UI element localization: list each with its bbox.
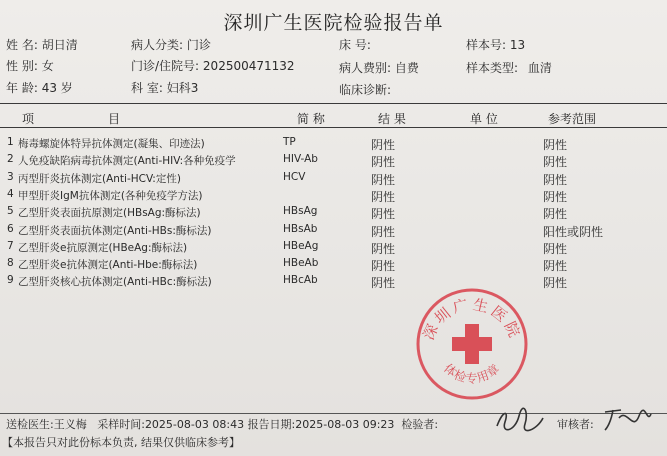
table-row (0, 188, 667, 205)
row-number: 2 (7, 153, 14, 166)
col-header-item2: 目 (108, 112, 121, 126)
footer-rule (0, 413, 667, 414)
age-field (6, 79, 73, 96)
outpatient-no-value: 202500471132 (202, 59, 295, 73)
dept-value: 妇科3 (166, 81, 199, 95)
col-header-ref: 参考范围 (548, 112, 597, 126)
outpatient-no-field (131, 57, 295, 74)
col-header-abbr: 简 称 (297, 112, 325, 126)
test-result: 阴性 (371, 241, 396, 256)
reference-range: 阴性 (543, 207, 568, 222)
test-abbr: HBeAg (283, 239, 319, 252)
row-number: 3 (7, 170, 14, 183)
name-label: 姓 名: (6, 38, 38, 52)
reviewer-signature (603, 404, 653, 434)
report-value: 2025-08-03 09:23 (295, 418, 395, 431)
collect-label: 采样时间: (97, 418, 145, 431)
row-number: 6 (7, 222, 14, 235)
test-result: 阴性 (371, 276, 396, 291)
sample-type-label: 样本类型: (466, 61, 519, 75)
table-row (0, 240, 667, 257)
reviewer-field (557, 416, 594, 432)
age-value: 43 岁 (41, 81, 73, 95)
sample-type-field (466, 59, 552, 76)
test-result: 阴性 (371, 207, 396, 222)
test-result: 阴性 (371, 138, 396, 152)
test-abbr: HIV-Ab (283, 153, 318, 166)
test-result: 阴性 (371, 259, 396, 274)
col-header-unit: 单 位 (470, 112, 498, 126)
examiner-signature (495, 406, 547, 434)
disclaimer: 【本报告只对此份标本负责, 结果仅供临床参考】 (2, 436, 240, 449)
table-row (0, 136, 667, 153)
report-title: 深圳广生医院检验报告单 (223, 12, 444, 34)
seal-top-text: 深圳广生医院 (419, 295, 525, 343)
test-abbr: HBcAb (283, 274, 318, 287)
row-number: 9 (7, 274, 14, 287)
table-row (0, 153, 667, 170)
test-abbr: HBsAb (283, 222, 318, 235)
table-row (0, 257, 667, 274)
test-name: 乙型肝炎e抗体测定(Anti-Hbe:酶标法) (18, 259, 198, 272)
table-row (0, 171, 667, 188)
footer-info (6, 416, 438, 432)
reference-range: 阴性 (543, 276, 568, 291)
table-row (0, 274, 667, 291)
test-name: 乙型肝炎核心抗体测定(Anti-HBc:酶标法) (18, 276, 212, 289)
test-result: 阴性 (371, 189, 396, 204)
category-field (131, 36, 211, 53)
row-number: 8 (7, 257, 14, 270)
dept-field (131, 79, 198, 96)
fee-value: 自费 (394, 61, 419, 75)
test-abbr: HCV (283, 170, 306, 183)
reference-range: 阴性 (543, 138, 568, 152)
sample-no-field (466, 36, 525, 53)
diagnosis-field (339, 81, 391, 98)
test-name: 乙型肝炎表面抗原测定(HBsAg:酶标法) (18, 207, 201, 220)
hospital-seal (412, 284, 532, 404)
reviewer-label: 审核者: (557, 418, 594, 431)
diagnosis-label: 临床诊断: (339, 83, 392, 97)
reference-range: 阴性 (543, 259, 568, 274)
sex-value: 女 (41, 59, 54, 73)
row-number: 7 (7, 239, 14, 252)
test-name: 丙型肝炎抗体测定(Anti-HCV:定性) (18, 172, 181, 185)
test-name: 乙型肝炎表面抗体测定(Anti-HBs:酶标法) (18, 224, 212, 237)
sex-field (6, 57, 54, 74)
category-value: 门诊 (186, 38, 211, 52)
svg-text:体检专用章 (441, 360, 503, 385)
col-header-result: 结 果 (378, 112, 406, 126)
reference-range: 阴性 (543, 155, 568, 170)
test-name: 梅毒螺旋体特异抗体测定(凝集、印迹法) (18, 138, 205, 150)
reference-range: 阴性 (543, 241, 568, 256)
outpatient-no-label: 门诊/住院号: (131, 59, 200, 73)
doctor-value: 王义梅 (53, 418, 87, 431)
row-number: 1 (7, 136, 14, 148)
reference-range: 阴性 (543, 189, 568, 204)
test-abbr: TP (283, 136, 296, 148)
test-result: 阴性 (371, 155, 396, 170)
fee-label: 病人费别: (339, 61, 392, 75)
test-result: 阴性 (371, 224, 396, 239)
table-row (0, 205, 667, 222)
test-abbr: HBeAb (283, 257, 319, 270)
sex-label: 性 别: (6, 59, 38, 73)
name-value: 胡日清 (41, 38, 78, 52)
test-abbr: HBsAg (283, 205, 318, 218)
collect-value: 2025-08-03 08:43 (144, 418, 245, 431)
header-bottom-rule (0, 127, 667, 128)
test-name: 乙型肝炎e抗原测定(HBeAg:酶标法) (18, 241, 188, 254)
bed-field (339, 36, 371, 53)
name-field (6, 36, 78, 53)
test-name: 甲型肝炎IgM抗体测定(各种免疫学方法) (18, 189, 203, 202)
test-name: 人免疫缺陷病毒抗体测定(Anti-HIV:各种免疫学 (18, 155, 236, 168)
header-top-rule (0, 103, 667, 104)
doctor-label: 送检医生: (6, 418, 54, 431)
sample-no-label: 样本号: (466, 38, 507, 52)
category-label: 病人分类: (131, 38, 184, 52)
seal-bottom-text: 体检专用章 (441, 361, 503, 386)
age-label: 年 龄: (6, 81, 38, 95)
reference-range: 阴性 (543, 172, 568, 187)
red-cross-icon (452, 324, 492, 364)
sample-no-value: 13 (509, 38, 526, 52)
row-number: 4 (7, 187, 14, 200)
fee-field (339, 59, 419, 76)
sample-type-value: 血清 (527, 61, 552, 75)
bed-label: 床 号: (339, 38, 371, 52)
dept-label: 科 室: (131, 81, 163, 95)
report-label: 报告日期: (247, 418, 296, 431)
col-header-item: 项 (22, 112, 35, 126)
test-result: 阴性 (371, 172, 396, 187)
table-row (0, 223, 667, 240)
row-number: 5 (7, 205, 14, 218)
examiner-label: 检验者: (401, 418, 439, 431)
reference-range: 阳性或阴性 (543, 224, 604, 239)
